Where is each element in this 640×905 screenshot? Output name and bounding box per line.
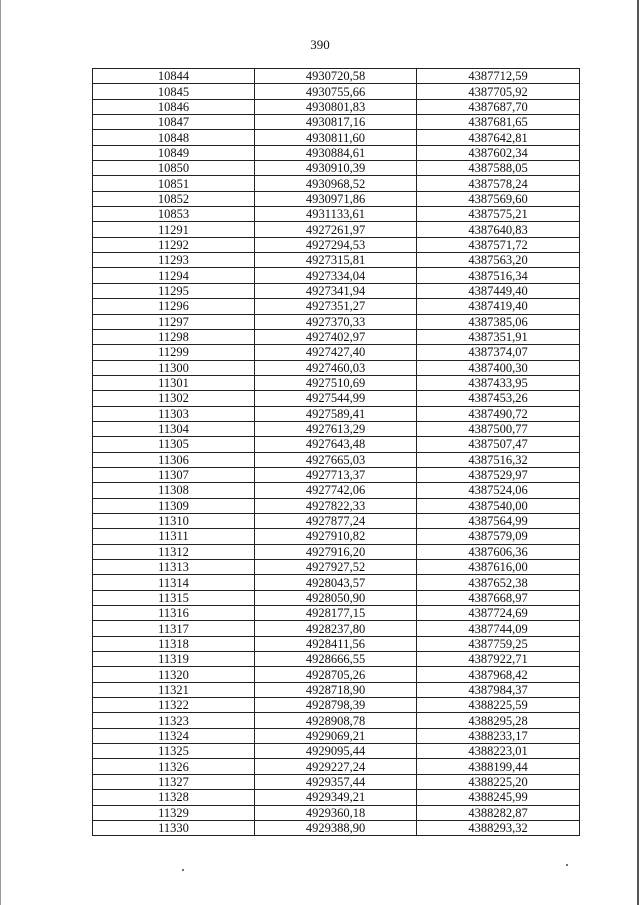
- y-coordinate-cell: 4387687,70: [417, 99, 580, 114]
- point-number-cell: 11315: [93, 590, 255, 605]
- table-row: [93, 636, 580, 651]
- table-row: [93, 560, 580, 575]
- table-row: [93, 437, 580, 452]
- table-row: [93, 237, 580, 252]
- y-coordinate-cell: 4387500,77: [417, 421, 580, 436]
- table-row: [93, 483, 580, 498]
- y-coordinate-cell: 4388225,59: [417, 698, 580, 713]
- table-row: [93, 115, 580, 130]
- x-coordinate-cell: 4927341,94: [255, 283, 417, 298]
- x-coordinate-cell: 4927351,27: [255, 299, 417, 314]
- point-number-cell: 11325: [93, 744, 255, 759]
- y-coordinate-cell: 4387968,42: [417, 667, 580, 682]
- scan-edge-left: [0, 0, 1, 905]
- x-coordinate-cell: 4927334,04: [255, 268, 417, 283]
- table-row: [93, 207, 580, 222]
- x-coordinate-cell: 4929357,44: [255, 774, 417, 789]
- table-row: [93, 345, 580, 360]
- y-coordinate-cell: 4387606,36: [417, 544, 580, 559]
- point-number-cell: 11302: [93, 391, 255, 406]
- point-number-cell: 11329: [93, 805, 255, 820]
- table-row: [93, 744, 580, 759]
- x-coordinate-cell: 4929388,90: [255, 820, 417, 835]
- table-row: [93, 575, 580, 590]
- table-row: [93, 805, 580, 820]
- point-number-cell: 11293: [93, 253, 255, 268]
- point-number-cell: 11317: [93, 621, 255, 636]
- table-row: [93, 329, 580, 344]
- table-row: [93, 667, 580, 682]
- table-row: [93, 513, 580, 528]
- table-row: [93, 498, 580, 513]
- table-row: [93, 452, 580, 467]
- table-row: [93, 590, 580, 605]
- point-number-cell: 11298: [93, 329, 255, 344]
- y-coordinate-cell: 4388233,17: [417, 728, 580, 743]
- y-coordinate-cell: 4387575,21: [417, 207, 580, 222]
- table-row: [93, 145, 580, 160]
- y-coordinate-cell: 4387563,20: [417, 253, 580, 268]
- y-coordinate-cell: 4387579,09: [417, 529, 580, 544]
- y-coordinate-cell: 4387569,60: [417, 191, 580, 206]
- y-coordinate-cell: 4387374,07: [417, 345, 580, 360]
- y-coordinate-cell: 4387516,34: [417, 268, 580, 283]
- point-number-cell: 11291: [93, 222, 255, 237]
- y-coordinate-cell: 4387433,95: [417, 375, 580, 390]
- table-row: [93, 360, 580, 375]
- x-coordinate-cell: 4927877,24: [255, 513, 417, 528]
- point-number-cell: 11294: [93, 268, 255, 283]
- table-row: [93, 69, 580, 84]
- point-number-cell: 11321: [93, 682, 255, 697]
- x-coordinate-cell: 4927742,06: [255, 483, 417, 498]
- x-coordinate-cell: 4927294,53: [255, 237, 417, 252]
- y-coordinate-cell: 4387507,47: [417, 437, 580, 452]
- scan-edge-right: [637, 0, 639, 905]
- x-coordinate-cell: 4927613,29: [255, 421, 417, 436]
- table-row: [93, 99, 580, 114]
- table-row: [93, 191, 580, 206]
- table-row: [93, 728, 580, 743]
- x-coordinate-cell: 4927315,81: [255, 253, 417, 268]
- x-coordinate-cell: 4929349,21: [255, 790, 417, 805]
- point-number-cell: 11304: [93, 421, 255, 436]
- x-coordinate-cell: 4930971,86: [255, 191, 417, 206]
- page-number: 390: [310, 37, 330, 52]
- x-coordinate-cell: 4927544,99: [255, 391, 417, 406]
- table-row: [93, 544, 580, 559]
- point-number-cell: 10847: [93, 115, 255, 130]
- x-coordinate-cell: 4930755,66: [255, 84, 417, 99]
- table-row: [93, 375, 580, 390]
- table-row: [93, 820, 580, 835]
- table-row: [93, 421, 580, 436]
- x-coordinate-cell: 4928705,26: [255, 667, 417, 682]
- y-coordinate-cell: 4387351,91: [417, 329, 580, 344]
- y-coordinate-cell: 4388295,28: [417, 713, 580, 728]
- table-row: [93, 222, 580, 237]
- y-coordinate-cell: 4387705,92: [417, 84, 580, 99]
- table-row: [93, 299, 580, 314]
- point-number-cell: 11327: [93, 774, 255, 789]
- table-row: [93, 759, 580, 774]
- point-number-cell: 11312: [93, 544, 255, 559]
- point-number-cell: 11322: [93, 698, 255, 713]
- point-number-cell: 11308: [93, 483, 255, 498]
- y-coordinate-cell: 4387385,06: [417, 314, 580, 329]
- y-coordinate-cell: 4387712,59: [417, 69, 580, 84]
- table-row: [93, 253, 580, 268]
- point-number-cell: 10852: [93, 191, 255, 206]
- point-number-cell: 11328: [93, 790, 255, 805]
- y-coordinate-cell: 4387922,71: [417, 652, 580, 667]
- x-coordinate-cell: 4930811,60: [255, 130, 417, 145]
- table-row: [93, 606, 580, 621]
- table-row: [93, 467, 580, 482]
- y-coordinate-cell: 4387642,81: [417, 130, 580, 145]
- table-row: [93, 790, 580, 805]
- y-coordinate-cell: 4387724,69: [417, 606, 580, 621]
- point-number-cell: 11299: [93, 345, 255, 360]
- x-coordinate-cell: 4928237,80: [255, 621, 417, 636]
- point-number-cell: 11310: [93, 513, 255, 528]
- point-number-cell: 11309: [93, 498, 255, 513]
- x-coordinate-cell: 4927927,52: [255, 560, 417, 575]
- table-row: [93, 176, 580, 191]
- y-coordinate-cell: 4387640,83: [417, 222, 580, 237]
- x-coordinate-cell: 4929095,44: [255, 744, 417, 759]
- y-coordinate-cell: 4387588,05: [417, 161, 580, 176]
- point-number-cell: 10849: [93, 145, 255, 160]
- point-number-cell: 10853: [93, 207, 255, 222]
- y-coordinate-cell: 4387516,32: [417, 452, 580, 467]
- point-number-cell: 11305: [93, 437, 255, 452]
- y-coordinate-cell: 4387681,65: [417, 115, 580, 130]
- y-coordinate-cell: 4387652,38: [417, 575, 580, 590]
- x-coordinate-cell: 4928798,39: [255, 698, 417, 713]
- y-coordinate-cell: 4387984,37: [417, 682, 580, 697]
- x-coordinate-cell: 4930910,39: [255, 161, 417, 176]
- table-row: [93, 713, 580, 728]
- point-number-cell: 11320: [93, 667, 255, 682]
- table-row: [93, 161, 580, 176]
- y-coordinate-cell: 4387744,09: [417, 621, 580, 636]
- point-number-cell: 11297: [93, 314, 255, 329]
- x-coordinate-cell: 4927261,97: [255, 222, 417, 237]
- table-row: [93, 529, 580, 544]
- y-coordinate-cell: 4387453,26: [417, 391, 580, 406]
- y-coordinate-cell: 4387449,40: [417, 283, 580, 298]
- y-coordinate-cell: 4387602,34: [417, 145, 580, 160]
- point-number-cell: 11314: [93, 575, 255, 590]
- x-coordinate-cell: 4927910,82: [255, 529, 417, 544]
- x-coordinate-cell: 4927460,03: [255, 360, 417, 375]
- x-coordinate-cell: 4928908,78: [255, 713, 417, 728]
- y-coordinate-cell: 4387529,97: [417, 467, 580, 482]
- point-number-cell: 11295: [93, 283, 255, 298]
- x-coordinate-cell: 4928718,90: [255, 682, 417, 697]
- table-row: [93, 652, 580, 667]
- point-number-cell: 11323: [93, 713, 255, 728]
- x-coordinate-cell: 4929227,24: [255, 759, 417, 774]
- table-row: [93, 698, 580, 713]
- x-coordinate-cell: 4927916,20: [255, 544, 417, 559]
- x-coordinate-cell: 4927822,33: [255, 498, 417, 513]
- x-coordinate-cell: 4927370,33: [255, 314, 417, 329]
- point-number-cell: 11330: [93, 820, 255, 835]
- y-coordinate-cell: 4388282,87: [417, 805, 580, 820]
- point-number-cell: 11326: [93, 759, 255, 774]
- point-number-cell: 11319: [93, 652, 255, 667]
- point-number-cell: 11324: [93, 728, 255, 743]
- x-coordinate-cell: 4927510,69: [255, 375, 417, 390]
- x-coordinate-cell: 4930817,16: [255, 115, 417, 130]
- x-coordinate-cell: 4930801,83: [255, 99, 417, 114]
- table-row: [93, 283, 580, 298]
- x-coordinate-cell: 4927402,97: [255, 329, 417, 344]
- point-number-cell: 11318: [93, 636, 255, 651]
- table-row: [93, 391, 580, 406]
- point-number-cell: 10848: [93, 130, 255, 145]
- x-coordinate-cell: 4928050,90: [255, 590, 417, 605]
- y-coordinate-cell: 4387524,06: [417, 483, 580, 498]
- x-coordinate-cell: 4930720,58: [255, 69, 417, 84]
- point-number-cell: 11307: [93, 467, 255, 482]
- y-coordinate-cell: 4388225,20: [417, 774, 580, 789]
- point-number-cell: 10851: [93, 176, 255, 191]
- x-coordinate-cell: 4928177,15: [255, 606, 417, 621]
- y-coordinate-cell: 4387759,25: [417, 636, 580, 651]
- x-coordinate-cell: 4931133,61: [255, 207, 417, 222]
- y-coordinate-cell: 4388245,99: [417, 790, 580, 805]
- table-row: [93, 406, 580, 421]
- table-row: [93, 268, 580, 283]
- x-coordinate-cell: 4927643,48: [255, 437, 417, 452]
- x-coordinate-cell: 4927427,40: [255, 345, 417, 360]
- table-row: [93, 682, 580, 697]
- scan-speck: [566, 864, 568, 866]
- scan-speck: [182, 869, 184, 871]
- y-coordinate-cell: 4388223,01: [417, 744, 580, 759]
- point-number-cell: 11301: [93, 375, 255, 390]
- point-number-cell: 11292: [93, 237, 255, 252]
- coordinates-table: [92, 68, 580, 836]
- point-number-cell: 11311: [93, 529, 255, 544]
- point-number-cell: 11300: [93, 360, 255, 375]
- y-coordinate-cell: 4387540,00: [417, 498, 580, 513]
- point-number-cell: 10850: [93, 161, 255, 176]
- x-coordinate-cell: 4928666,55: [255, 652, 417, 667]
- table-row: [93, 314, 580, 329]
- x-coordinate-cell: 4929360,18: [255, 805, 417, 820]
- table-row: [93, 774, 580, 789]
- table-row: [93, 84, 580, 99]
- y-coordinate-cell: 4387578,24: [417, 176, 580, 191]
- coordinates-table-body: [93, 69, 580, 836]
- point-number-cell: 11313: [93, 560, 255, 575]
- x-coordinate-cell: 4927713,37: [255, 467, 417, 482]
- y-coordinate-cell: 4388293,32: [417, 820, 580, 835]
- y-coordinate-cell: 4387400,30: [417, 360, 580, 375]
- y-coordinate-cell: 4387616,00: [417, 560, 580, 575]
- table-row: [93, 621, 580, 636]
- x-coordinate-cell: 4929069,21: [255, 728, 417, 743]
- y-coordinate-cell: 4387490,72: [417, 406, 580, 421]
- point-number-cell: 11306: [93, 452, 255, 467]
- point-number-cell: 10846: [93, 99, 255, 114]
- x-coordinate-cell: 4927665,03: [255, 452, 417, 467]
- x-coordinate-cell: 4927589,41: [255, 406, 417, 421]
- x-coordinate-cell: 4930884,61: [255, 145, 417, 160]
- point-number-cell: 11296: [93, 299, 255, 314]
- x-coordinate-cell: 4928043,57: [255, 575, 417, 590]
- y-coordinate-cell: 4387564,99: [417, 513, 580, 528]
- point-number-cell: 11303: [93, 406, 255, 421]
- x-coordinate-cell: 4930968,52: [255, 176, 417, 191]
- table-row: [93, 130, 580, 145]
- point-number-cell: 11316: [93, 606, 255, 621]
- y-coordinate-cell: 4387668,97: [417, 590, 580, 605]
- y-coordinate-cell: 4387571,72: [417, 237, 580, 252]
- y-coordinate-cell: 4387419,40: [417, 299, 580, 314]
- x-coordinate-cell: 4928411,56: [255, 636, 417, 651]
- point-number-cell: 10845: [93, 84, 255, 99]
- point-number-cell: 10844: [93, 69, 255, 84]
- y-coordinate-cell: 4388199,44: [417, 759, 580, 774]
